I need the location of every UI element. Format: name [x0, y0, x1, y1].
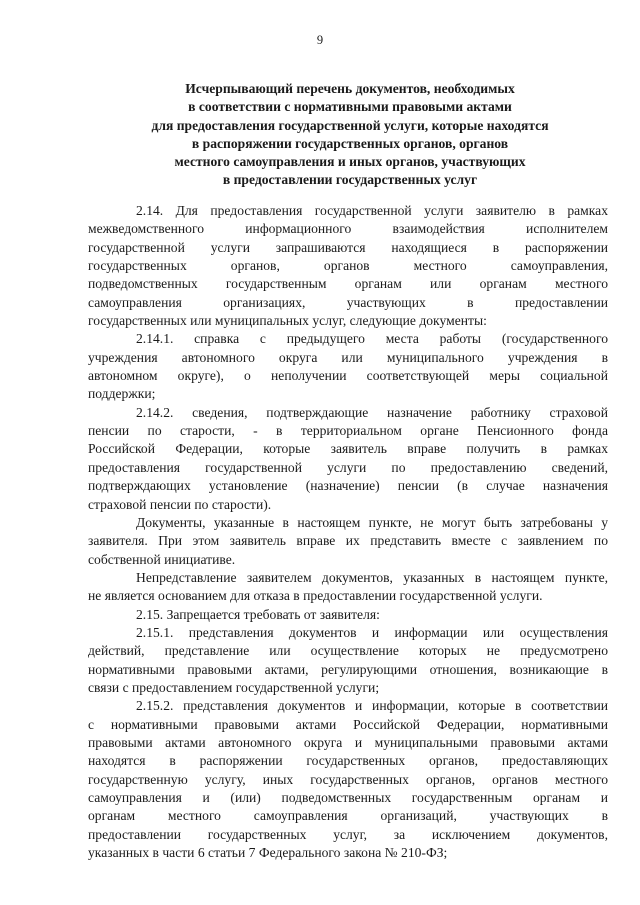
page-number: 9 — [316, 33, 324, 47]
paragraph — [88, 404, 608, 514]
paragraph — [88, 514, 608, 569]
paragraph — [88, 697, 608, 862]
paragraph-line: не является основанием для отказа в предоставлении государственной услуги. — [88, 588, 543, 604]
heading-line: местного самоуправления и иных органов, участвующих — [174, 154, 526, 170]
paragraph-line: предоставлении государственных услуг, за исключением документов, — [88, 826, 608, 842]
paragraph-line: нормативными правовыми актами, регулирующими отношения, возникающие в — [88, 661, 608, 677]
section-heading — [90, 80, 610, 190]
paragraph-line: подтверждающих установление (назначение) пенсии (в случае назначения — [88, 478, 608, 494]
paragraph-line: 2.15.1. представления документов и информации или осуществления — [136, 624, 608, 640]
paragraph-line: учреждения автономного округа или муниципального учреждения в — [88, 349, 608, 365]
paragraph-line: межведомственного информационного взаимодействия исполнителем — [88, 221, 608, 237]
paragraph-line: самоуправления организациях, участвующих в предоставлении — [88, 294, 608, 310]
paragraph-line: 2.14.2. сведения, подтверждающие назначение работнику страховой — [136, 404, 608, 420]
paragraph-line: государственной услуги запрашиваются находящиеся в распоряжении — [88, 239, 608, 255]
paragraph-line: действий, представление или осуществление которых не предусмотрено — [88, 643, 608, 659]
paragraph-line: автономном округе), о неполучении соответствующей меры социальной — [88, 368, 608, 384]
paragraph — [88, 606, 608, 624]
heading-line: в соответствии с нормативными правовыми актами — [188, 99, 512, 115]
paragraph — [88, 569, 608, 606]
paragraph-line: с нормативными правовыми актами Российской Федерации, нормативными — [88, 716, 608, 732]
body-text — [88, 202, 608, 862]
paragraph-line: органам местного самоуправления организаций, участвующих в — [88, 808, 608, 824]
heading-line: в предоставлении государственных услуг — [222, 172, 478, 188]
paragraph-line: заявителя. При этом заявитель вправе их представить вместе с заявлением по — [88, 533, 608, 549]
paragraph-line: страховой пенсии по старости). — [88, 496, 272, 512]
paragraph — [88, 330, 608, 403]
paragraph-line: 2.14.1. справка с предыдущего места работы (государственного — [136, 331, 608, 347]
paragraph-line: государственных или муниципальных услуг, следующие документы: — [88, 313, 487, 329]
paragraph-line: государственную услугу, иных государственных органов, органов местного — [88, 771, 608, 787]
paragraph-line: Документы, указанные в настоящем пункте, не могут быть затребованы у — [136, 514, 608, 530]
paragraph-line: 2.15. Запрещается требовать от заявителя: — [136, 606, 380, 622]
paragraph-line: собственной инициативе. — [88, 551, 236, 567]
paragraph-line: 2.14. Для предоставления государственной услуги заявителю в рамках — [136, 203, 608, 218]
paragraph-line: самоуправления и (или) подведомственных государственным органам и — [88, 790, 608, 805]
paragraph-line: пенсии по старости, - в территориальном органе Пенсионного фонда — [88, 423, 608, 439]
heading-line: в распоряжении государственных органов, органов — [191, 135, 509, 151]
paragraph-line: государственных органов, органов местного самоуправления, — [88, 258, 608, 274]
heading-line: Исчерпывающий перечень документов, необходимых — [185, 81, 515, 96]
heading-line: для предоставления государственной услуги, которые находятся — [151, 117, 549, 133]
paragraph-line: подведомственных государственным органам или органам местного — [88, 276, 608, 292]
paragraph-line: Непредставление заявителем документов, указанных в настоящем пункте, — [136, 569, 608, 585]
paragraph-line: находятся в распоряжении государственных органов, предоставляющих — [88, 753, 608, 769]
paragraph — [88, 202, 608, 330]
paragraph-line: 2.15.2. представления документов и информации, которые в соответствии — [136, 698, 608, 714]
paragraph-line: Российской Федерации, которые заявитель вправе получить в рамках — [88, 441, 608, 457]
paragraph-line: связи с предоставлением государственной услуги; — [88, 679, 380, 695]
paragraph-line: указанных в части 6 статьи 7 Федерального закона № 210-ФЗ; — [88, 845, 448, 861]
paragraph-line: поддержки; — [88, 386, 156, 402]
paragraph-line: правовыми актами автономного округа и муниципальными правовыми актами — [88, 734, 608, 750]
paragraph — [88, 624, 608, 697]
paragraph-line: предоставления государственной услуги по предоставлению сведений, — [88, 459, 608, 475]
